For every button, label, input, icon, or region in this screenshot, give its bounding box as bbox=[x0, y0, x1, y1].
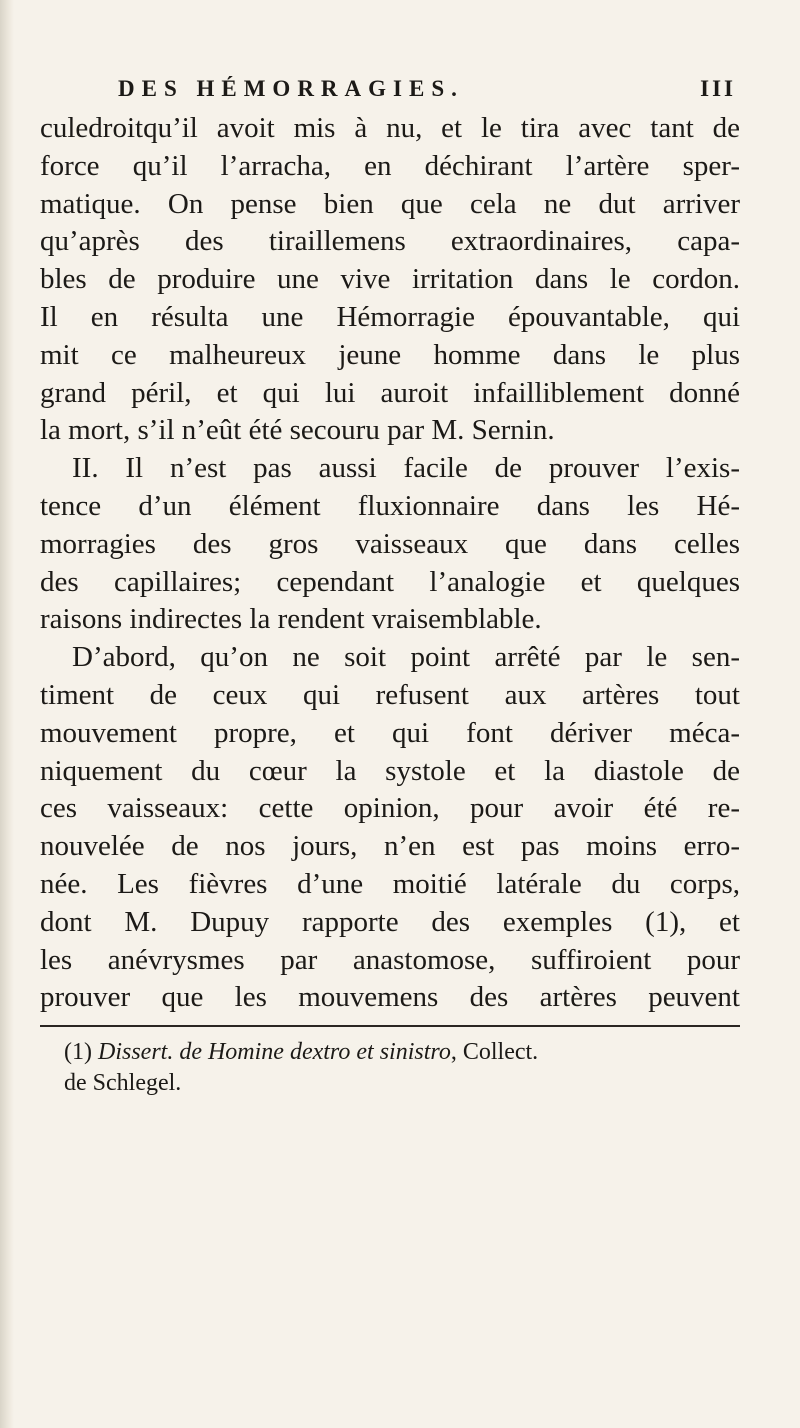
book-page bbox=[40, 74, 740, 1099]
text-line: qu’après des tiraillemens extraordinaires, capa- bbox=[40, 225, 740, 258]
text-line: ces vaisseaux: cette opinion, pour avoir été re- bbox=[40, 792, 740, 825]
text-line: niquement du cœur la systole et la diastole de bbox=[40, 754, 740, 787]
text-line: les anévrysmes par anastomose, suffiroient pour bbox=[40, 943, 740, 976]
text-line: dont M. Dupuy rapporte des exemples (1), et bbox=[40, 905, 740, 938]
text-line: Il en résulta une Hémorragie épouvantable, qui bbox=[40, 300, 740, 333]
running-head-title: DES HÉMORRAGIES. bbox=[118, 76, 464, 101]
body-text bbox=[40, 110, 740, 1017]
section-start-line: II. Il n’est pas aussi facile de prouver l’exis- bbox=[72, 452, 740, 485]
text-line: bles de produire une vive irritation dans le cordon. bbox=[40, 263, 740, 296]
page-gutter-shadow bbox=[0, 0, 14, 1428]
footnote-line-2: de Schlegel. bbox=[64, 1070, 182, 1097]
text-line: née. Les fièvres d’une moitié latérale du corps, bbox=[40, 867, 740, 900]
text-line: mit ce malheureux jeune homme dans le plus bbox=[40, 338, 740, 371]
footnote-citation: Dissert. de Homine dextro et sinistro bbox=[97, 1039, 451, 1066]
text-line: grand péril, et qui lui auroit infailliblement donné bbox=[40, 376, 740, 409]
text-line: raisons indirectes la rendent vraisemblable. bbox=[40, 603, 542, 636]
page-number: III bbox=[700, 76, 736, 101]
text-line: culedroitqu’il avoit mis à nu, et le tira avec tant de bbox=[40, 112, 740, 144]
text-line: force qu’il l’arracha, en déchirant l’artère sper- bbox=[40, 149, 740, 182]
paragraph-start-line: D’abord, qu’on ne soit point arrêté par le sen- bbox=[72, 641, 740, 674]
footnote-rule bbox=[40, 1025, 740, 1027]
footnote-citation-tail: , Collect. bbox=[450, 1039, 539, 1066]
text-line: timent de ceux qui refusent aux artères tout bbox=[40, 678, 740, 711]
text-line: prouver que les mouvemens des artères peuvent bbox=[40, 981, 740, 1014]
text-line: des capillaires; cependant l’analogie et quelques bbox=[40, 565, 740, 598]
text-line: mouvement propre, et qui font dériver méca- bbox=[40, 716, 740, 749]
footnote bbox=[40, 1037, 740, 1099]
footnote-marker: (1) bbox=[64, 1039, 92, 1066]
text-line: morragies des gros vaisseaux que dans celles bbox=[40, 527, 740, 560]
running-head bbox=[40, 74, 740, 110]
text-line: matique. On pense bien que cela ne dut arriver bbox=[40, 187, 740, 220]
text-line: la mort, s’il n’eût été secouru par M. Sernin. bbox=[40, 414, 555, 447]
text-line: nouvelée de nos jours, n’en est pas moins erro- bbox=[40, 830, 740, 863]
text-line: tence d’un élément fluxionnaire dans les Hé- bbox=[40, 489, 740, 522]
footnote-line bbox=[40, 1037, 740, 1068]
